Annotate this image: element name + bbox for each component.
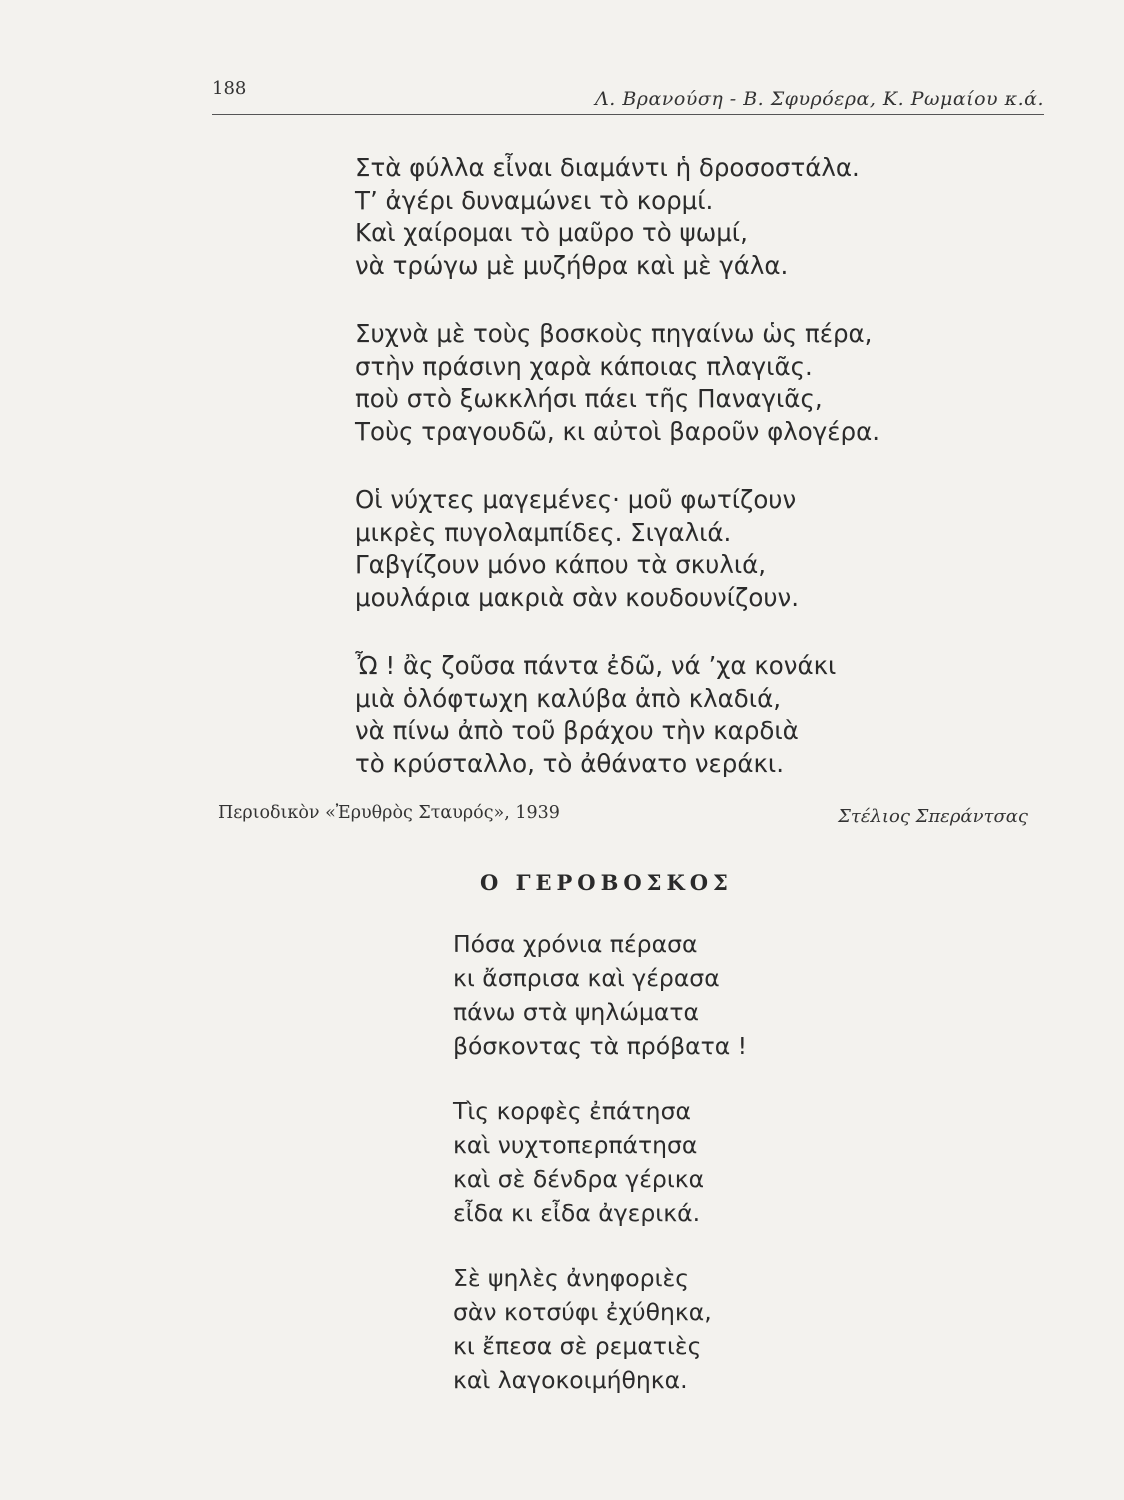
verse-line: μουλάρια μακριὰ σὰν κουδουνίζουν. [355,582,799,612]
verse-line: βόσκοντας τὰ πρόβατα ! [453,1032,748,1060]
stanza-1 [355,152,880,282]
verse-line: Καὶ χαίρομαι τὸ μαῦρο τὸ ψωμί, [355,218,748,247]
verse-line: στὴν πράσινη χαρὰ κάποιας πλαγιᾶς. [355,351,813,381]
poem-first [355,152,880,816]
verse-line: νὰ τρώγω μὲ μυζήθρα καὶ μὲ γάλα. [355,250,789,280]
verse-line: εἶδα κι εἶδα ἀγερικά. [453,1199,701,1227]
verse-line: Τ’ ἀγέρι δυναμώνει τὸ κορμί. [355,185,714,215]
poem-source: Περιοδικὸν «Ἐρυθρὸς Σταυρός», 1939 [218,803,560,823]
verse-line: Συχνὰ μὲ τοὺς βοσκοὺς πηγαίνω ὡς πέρα, [355,319,873,348]
poem-title: Ο ΓΕΡΟΒΟΣΚΟΣ [480,870,733,895]
verse-line: Τοὺς τραγουδῶ, κι αὐτοὶ βαροῦν φλογέρα. [355,416,881,446]
stanza-2 [453,1094,747,1230]
verse-line: κι ἄσπρισα καὶ γέρασα [453,964,720,992]
stanza-3 [453,1261,747,1397]
verse-line: ποὺ στὸ ξωκκλήσι πάει τῆς Παναγιᾶς, [355,384,823,413]
verse-line: σὰν κοτσύφι ἐχύθηκα, [453,1298,712,1326]
running-head: Λ. Βρανούση - Β. Σφυρόερα, Κ. Ρωμαίου κ.ά. [595,88,1044,110]
stanza-3 [355,484,880,614]
verse-line: Οἱ νύχτες μαγεμένες· μοῦ φωτίζουν [355,485,797,514]
verse-line: πάνω στὰ ψηλώματα [453,998,699,1026]
verse-line: Τὶς κορφὲς ἐπάτησα [453,1097,691,1125]
stanza-4 [355,650,880,780]
stanza-1 [453,927,747,1063]
verse-line: κι ἔπεσα σὲ ρεματιὲς [453,1332,702,1360]
verse-line: Στὰ φύλλα εἶναι διαμάντι ἡ δροσοστάλα. [355,153,860,182]
page-number: 188 [212,78,247,99]
poem-second [453,927,747,1428]
verse-line: Γαβγίζουν μόνο κάπου τὰ σκυλιά, [355,550,767,579]
page-header [212,78,1044,115]
verse-line: μιὰ ὁλόφτωχη καλύβα ἀπὸ κλαδιά, [355,683,782,713]
poem-author: Στέλιος Σπεράντσας [838,806,1028,827]
verse-line: Πόσα χρόνια πέρασα [453,930,698,958]
verse-line: μικρὲς πυγολαμπίδες. Σιγαλιά. [355,517,732,547]
verse-line: καὶ λαγοκοιμήθηκα. [453,1366,688,1394]
verse-line: καὶ νυχτοπερπάτησα [453,1131,698,1159]
verse-line: νὰ πίνω ἀπὸ τοῦ βράχου τὴν καρδιὰ [355,716,799,745]
stanza-2 [355,318,880,448]
verse-line: Σὲ ψηλὲς ἀνηφοριὲς [453,1264,690,1292]
verse-line: τὸ κρύσταλλο, τὸ ἀθάνατο νεράκι. [355,748,785,778]
verse-line: Ὦ ! ἂς ζοῦσα πάντα ἐδῶ, νά ’χα κονάκι [355,651,837,680]
verse-line: καὶ σὲ δένδρα γέρικα [453,1165,705,1193]
